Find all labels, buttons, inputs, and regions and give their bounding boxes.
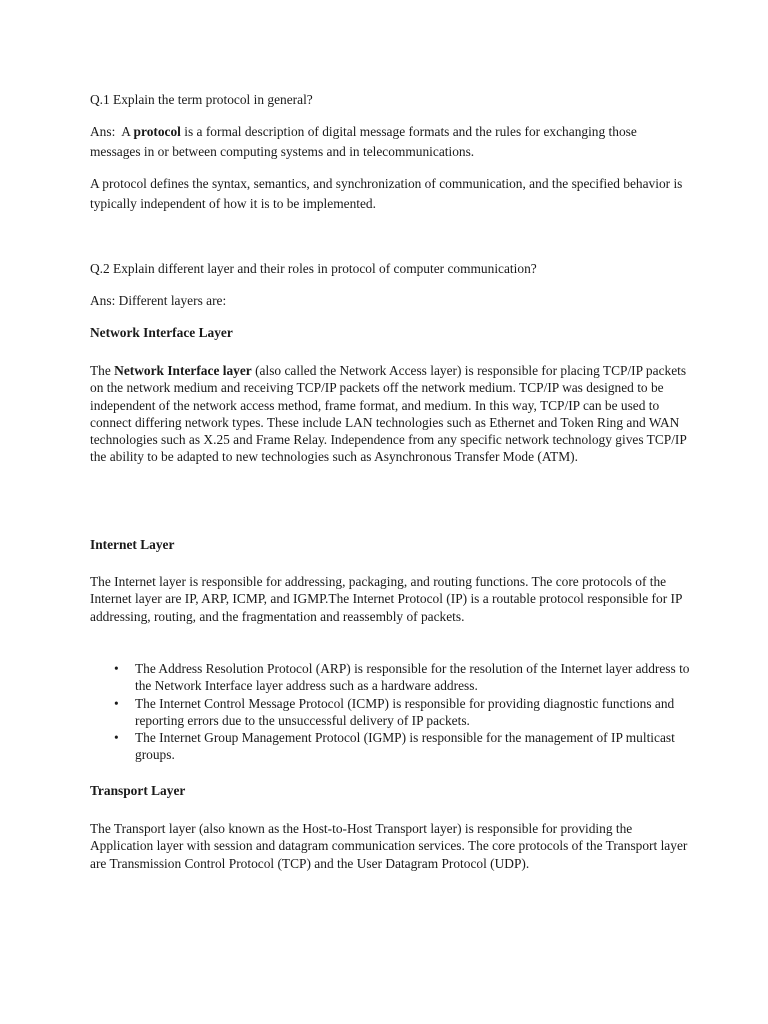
transport-layer-heading: Transport Layer [90, 783, 186, 798]
list-item-text: The Address Resolution Protocol (ARP) is responsible for the resolution of the Internet layer address to the Network Interface layer address such as a hardware address. [135, 661, 690, 694]
list-item [90, 660, 690, 695]
network-interface-paragraph [90, 362, 690, 466]
document-page [90, 0, 690, 1024]
q1-answer-text: is a formal description of digital message formats and the rules for exchanging those messages in or between computing systems and in telecommunications. [90, 124, 637, 159]
list-item [90, 695, 690, 730]
q1-answer-prefix: Ans: A [90, 124, 134, 139]
list-item-text: The Internet Control Message Protocol (ICMP) is responsible for providing diagnostic functions and reporting errors due to the unsuccessful delivery of IP packets. [135, 695, 675, 728]
network-interface-prefix: The [90, 363, 115, 378]
q2-question: Q.2 Explain different layer and their roles in protocol of computer communication? [90, 261, 537, 276]
internet-layer-heading: Internet Layer [90, 537, 175, 552]
network-interface-text: (also called the Network Access layer) is responsible for placing TCP/IP packets on the network medium and receiving TCP/IP packets off the network medium. TCP/IP was designed to be independent of the network access method, frame format, and medium. In this way, TCP/IP can be used to connect differing network types. These include LAN technologies such as Ethernet and Token Ring and WAN technologies such as X.25 and Frame Relay. Independence from any specific network technology gives TCP/IP the ability to be adapted to new technologies such as Asynchronous Transfer Mode (ATM). [90, 363, 687, 465]
internet-protocols-list [90, 660, 690, 764]
bullet-icon: • [114, 730, 119, 746]
internet-layer-paragraph: The Internet layer is responsible for addressing, packaging, and routing functions. The core protocols of the Internet layer are IP, ARP, ICMP, and IGMP.The Internet Protocol (IP) is a routable protocol responsible for IP addressing, routing, and the fragmentation and reassembly of packets. [90, 574, 682, 624]
q2-answer: Ans: Different layers are: [90, 293, 227, 308]
bullet-icon: • [114, 661, 119, 676]
bullet-icon: • [114, 695, 119, 711]
network-interface-heading: Network Interface Layer [90, 325, 233, 340]
list-item-text: The Internet Group Management Protocol (IGMP) is responsible for the management of IP multicast groups. [135, 730, 675, 763]
network-interface-term: Network Interface layer [114, 363, 252, 378]
q1-question: Q.1 Explain the term protocol in general? [90, 92, 313, 107]
list-item [90, 729, 690, 764]
q1-answer [90, 122, 690, 162]
transport-layer-paragraph: The Transport layer (also known as the Host-to-Host Transport layer) is responsible for providing the Application layer with session and datagram communication services. The core protocols of the Transport layer are Transmission Control Protocol (TCP) and the User Datagram Protocol (UDP). [90, 821, 688, 871]
q1-paragraph-2: A protocol defines the syntax, semantics, and synchronization of communication, and the specified behavior is typically independent of how it is to be implemented. [90, 176, 683, 211]
q1-answer-term: protocol [133, 124, 181, 139]
